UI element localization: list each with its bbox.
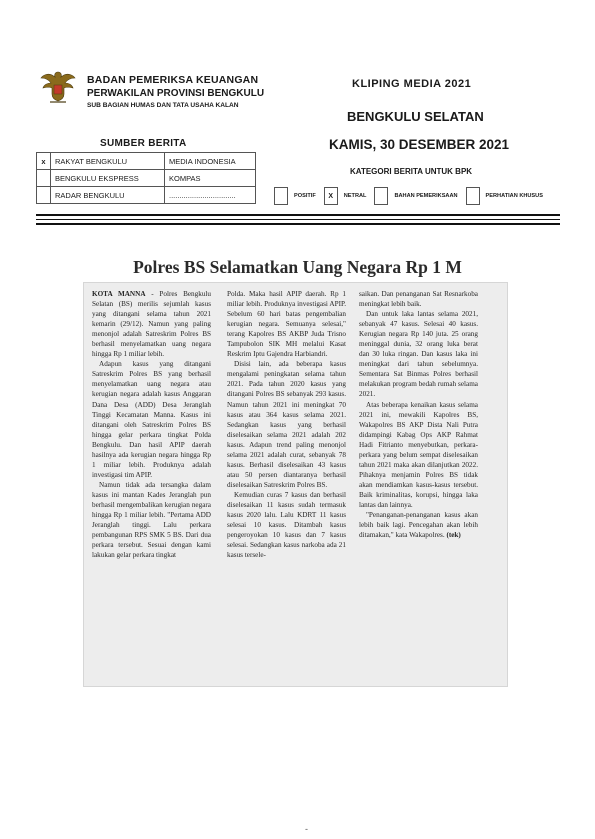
region-title: BENGKULU SELATAN xyxy=(347,109,484,124)
article-paragraph: KOTA MANNA - Polres Bengkulu Selatan (BS) merilis sejumlah kasus yang ditangani selama tahun 2021 kemarin (29/12). Namun yang paling menonjol adalah Satreskrim Polres BS berhasil menyelamatkan uang negara hingga Rp 1 miliar lebih. xyxy=(92,290,212,359)
article-headline: Polres BS Selamatkan Uang Negara Rp 1 M xyxy=(133,257,462,277)
category-checkbox xyxy=(466,187,480,205)
org-name: BADAN PEMERIKSA KEUANGAN xyxy=(87,74,259,86)
source-checkbox: x xyxy=(37,153,51,170)
source-row xyxy=(37,153,256,170)
article-paragraph: Dan untuk laka lantas selama 2021, sebanyak 47 kasus. Selesai 40 kasus. Kerugian negara Rp 140 juta. 25 orang meninggal dunia, 32 orang luka berat dan 30 luka ringan. Dan kasus laka ini meningkat dari tahun sebelumnya. Sementara Sat Binmas Polres berhasil melakukan program bedah rumah selama 2021. xyxy=(359,310,478,399)
organization-block xyxy=(87,74,287,109)
source-name: RADAR BENGKULU xyxy=(51,187,165,204)
kliping-title: KLIPING MEDIA 2021 xyxy=(352,78,472,90)
category-label: NETRAL xyxy=(343,193,367,199)
publication-date: KAMIS, 30 DESEMBER 2021 xyxy=(329,137,510,152)
source-table xyxy=(36,152,256,204)
article-paragraph: Adapun kasus yang ditangani Satreskrim Polres BS yang berhasil menyelamatkan uang negara atau kerugian negara adalah kasus Anggaran Dana Desa (ADD) Desa Jeranglah Tinggi Kecamatan Manna. Kasus ini ditangani oleh Satreskrim Polres BS hingga gelar perkara tingkat Polda Bengkulu. Dan hasil APIP daerah hasilnya ada kerugian negara hingga Rp 1 miliar lebih. Produknya adalah investigasi tim APIP. xyxy=(92,360,211,479)
article-paragraph: "Penanganan-penanganan kasus akan lebih baik lagi. Pencegahan akan lebih ditamakan," kata Wakapolres. (tek) xyxy=(359,511,478,540)
article-column-3 xyxy=(359,289,478,540)
category-label: PERHATIAN KHUSUS xyxy=(485,193,543,199)
article-paragraph: Disisi lain, ada beberapa kasus mengalami peningkatan selama tahun 2021. Pada tahun 2020 kasus yang ditangani Polres BS sebanyak 293 kasus. Namun tahun 2021 ini meningkat 70 kasus atau 364 kasus selama 2021. Sedangkan kasus yang berhasil diselesaikan selama 2021 adalah 202 kasus. Adapun trend paling menonjol selama 2021 adalah curat, sebanyak 78 kasus. Berhasil diselesaikan 43 kasus atau 50 persen diantaranya berhasil diselesaikan Satreskrim Polres BS. xyxy=(227,360,346,489)
footer-mark: - xyxy=(305,824,308,834)
source-row xyxy=(37,170,256,187)
source-row xyxy=(37,187,256,204)
article-paragraph: saikan. Dan penanganan Sat Resnarkoba meningkat lebih baik. xyxy=(359,290,478,309)
article-column-1 xyxy=(92,289,211,560)
article-dateline: KOTA MANNA xyxy=(92,290,146,298)
article-paragraph: Atas beberapa kenaikan kasus selama 2021 ini, mewakili Kapolres BS, Wakapolres BS AKP Dista Nali Putra didampingi Kabag Ops AKP Rahmat Hadi Fitrianto menyebutkan, perkara-perkara yang belum sempat diselesaikan tahun 2021 maka akan dilanjutkan 2022. Pihaknya menjamin Polres BS tidak akan mendiamkan kasus-kasus tersebut. Baik kriminalitas, korupsi, hingga laka lantas dan lainnya. xyxy=(359,400,478,509)
source-name: RAKYAT BENGKULU xyxy=(51,153,165,170)
divider xyxy=(36,214,560,216)
source-name: BENGKULU EKSPRESS xyxy=(51,170,165,187)
org-branch: PERWAKILAN PROVINSI BENGKULU xyxy=(87,88,265,99)
article-paragraph: Kemudian curas 7 kasus dan berhasil diselesaikan 11 kasus sudah termasuk kasus 2020 lalu. Lalu KDRT 11 kasus selesai 10 kasus. Ditambah kasus pengeroyokan 10 kasus dan 7 kasus selesai. Sedangkan kasus narkoba ada 21 kasus tersele- xyxy=(227,490,346,560)
category-title: KATEGORI BERITA UNTUK BPK xyxy=(350,167,473,176)
divider xyxy=(36,219,560,220)
category-checkbox xyxy=(374,187,388,205)
category-checkbox: X xyxy=(324,187,338,205)
org-division: SUB BAGIAN HUMAS DAN TATA USAHA KALAN xyxy=(87,102,239,109)
garuda-logo-icon xyxy=(38,66,78,106)
source-title: SUMBER BERITA xyxy=(100,138,187,149)
source-checkbox xyxy=(37,187,51,204)
divider xyxy=(36,223,560,225)
source-checkbox xyxy=(37,170,51,187)
category-label: BAHAN PEMERIKSAAN xyxy=(394,193,458,199)
source-name: MEDIA INDONESIA xyxy=(165,153,256,170)
source-name: KOMPAS xyxy=(165,170,256,187)
category-row xyxy=(274,186,551,206)
article-paragraph: Namun tidak ada tersangka dalam kasus ini mantan Kades Jeranglah pun berhasil mengembalikan kerugian negara hingga Rp 1 miliar lebih. "Pertama ADD Jeranglah tinggi. Lalu perkara pembangunan RPS SMK 5 BS. Dari dua perkara tersebut. Sesuai dengan kami lakukan gelar perkara tingkat xyxy=(92,480,211,560)
category-label: POSITIF xyxy=(294,193,316,199)
article-paragraph: Polda. Maka hasil APIP daerah. Rp 1 miliar lebih. Produknya investigasi APIP. Sebelum 60 hari batas pengembalian kerugian negara. Semuanya selesai," terang Kapolres BS AKBP Juda Trisno Tampubolon SIK MH melalui Kasat Reskrim Iptu Gajendra Harbiandri. xyxy=(227,290,346,359)
article-column-2 xyxy=(227,289,346,560)
source-name: ................................ xyxy=(165,187,256,204)
category-checkbox xyxy=(274,187,288,205)
article-byline: (tek) xyxy=(446,531,461,540)
